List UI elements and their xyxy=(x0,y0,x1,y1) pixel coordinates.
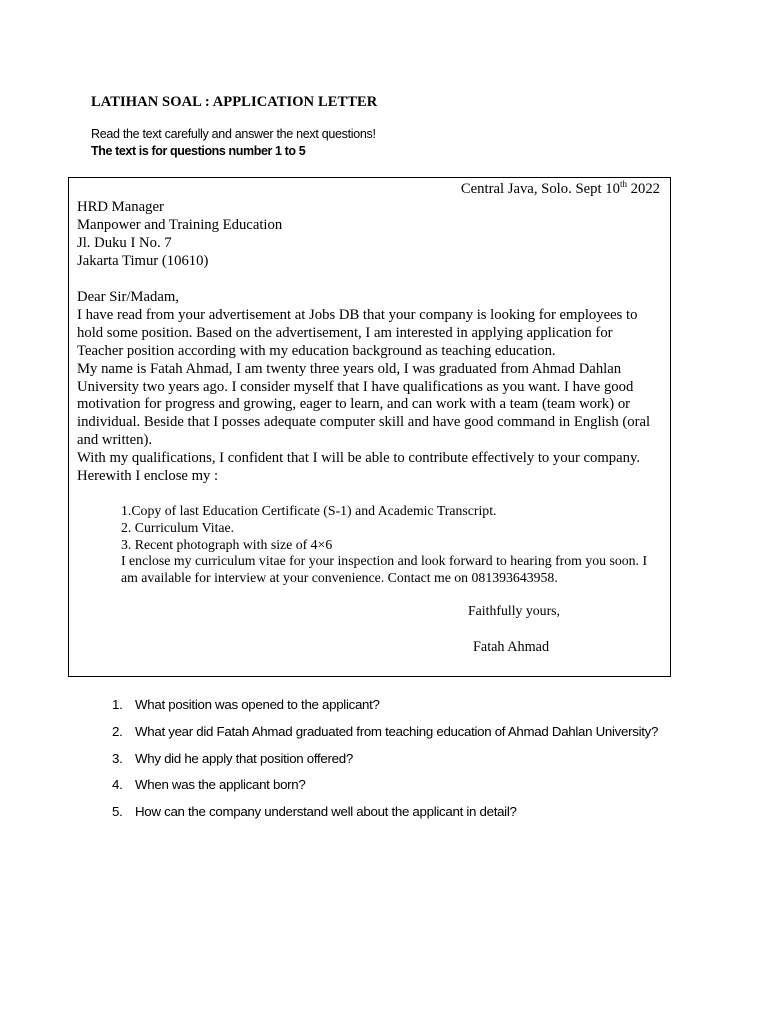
question-text: What position was opened to the applicant? xyxy=(135,697,380,712)
page-title: LATIHAN SOAL : APPLICATION LETTER xyxy=(91,94,378,110)
signature-name: Fatah Ahmad xyxy=(473,639,550,655)
salutation: Dear Sir/Madam, xyxy=(77,289,179,305)
enclosure-item: 2. Curriculum Vitae. xyxy=(121,519,235,535)
enclosure-item: 3. Recent photograph with size of 4×6 xyxy=(121,536,333,552)
address-line: Jl. Duku I No. 7 xyxy=(77,234,172,251)
question-number: 2. xyxy=(112,723,123,739)
question-text: How can the company understand well about the applicant in detail? xyxy=(135,804,517,820)
enclosure-list xyxy=(121,503,661,587)
instruction-scope-text: The text is for questions number 1 to 5 xyxy=(91,144,306,158)
question-text: What year did Fatah Ahmad graduated from teaching education of Ahmad Dahlan University? xyxy=(135,723,659,739)
letter-paragraph: My name is Fatah Ahmad, I am twenty three years old, I was graduated from Ahmad Dahlan University two years ago. I consider myself that I have qualifications as you want. I have good motivation for progress and growing, eager to learn, and can work with a team (team work) or individual. Beside that I posses adequate computer skill and have good command in English (oral and written). xyxy=(77,360,651,449)
question-number: 5. xyxy=(112,804,123,820)
address-line: HRD Manager xyxy=(77,199,164,215)
address-line: Manpower and Training Education xyxy=(77,216,283,233)
question-number: 3. xyxy=(112,750,123,766)
address-line: Jakarta Timur (10610) xyxy=(77,252,209,269)
application-letter-box xyxy=(68,177,671,677)
letter-body xyxy=(77,289,662,486)
closing-paragraph: I enclose my curriculum vitae for your inspection and look forward to hearing from you soon. I am available for interview at your convenience. Contact me on 081393643958. xyxy=(121,553,648,586)
letter-paragraph: I have read from your advertisement at Jobs DB that your company is looking for employees to hold some position. Based on the advertisement, I am interested in applying application for Teacher position according with my education background as teaching education. xyxy=(77,306,638,359)
complimentary-close: Faithfully yours, xyxy=(468,603,560,618)
question-text: Why did he apply that position offered? xyxy=(135,750,353,766)
letter-date: Central Java, Solo. Sept 10th 2022 xyxy=(460,179,660,197)
letter-paragraph: With my qualifications, I confident that I will be able to contribute effectively to your company. Herewith I enclose my : xyxy=(77,450,641,485)
question-text: When was the applicant born? xyxy=(135,777,306,793)
recipient-address xyxy=(77,199,282,271)
question-number: 4. xyxy=(112,777,123,793)
question-number: 1. xyxy=(112,697,123,712)
instruction-text: Read the text carefully and answer the next questions! xyxy=(91,127,376,141)
enclosure-item: 1.Copy of last Education Certificate (S-1) and Academic Transcript. xyxy=(121,503,497,518)
